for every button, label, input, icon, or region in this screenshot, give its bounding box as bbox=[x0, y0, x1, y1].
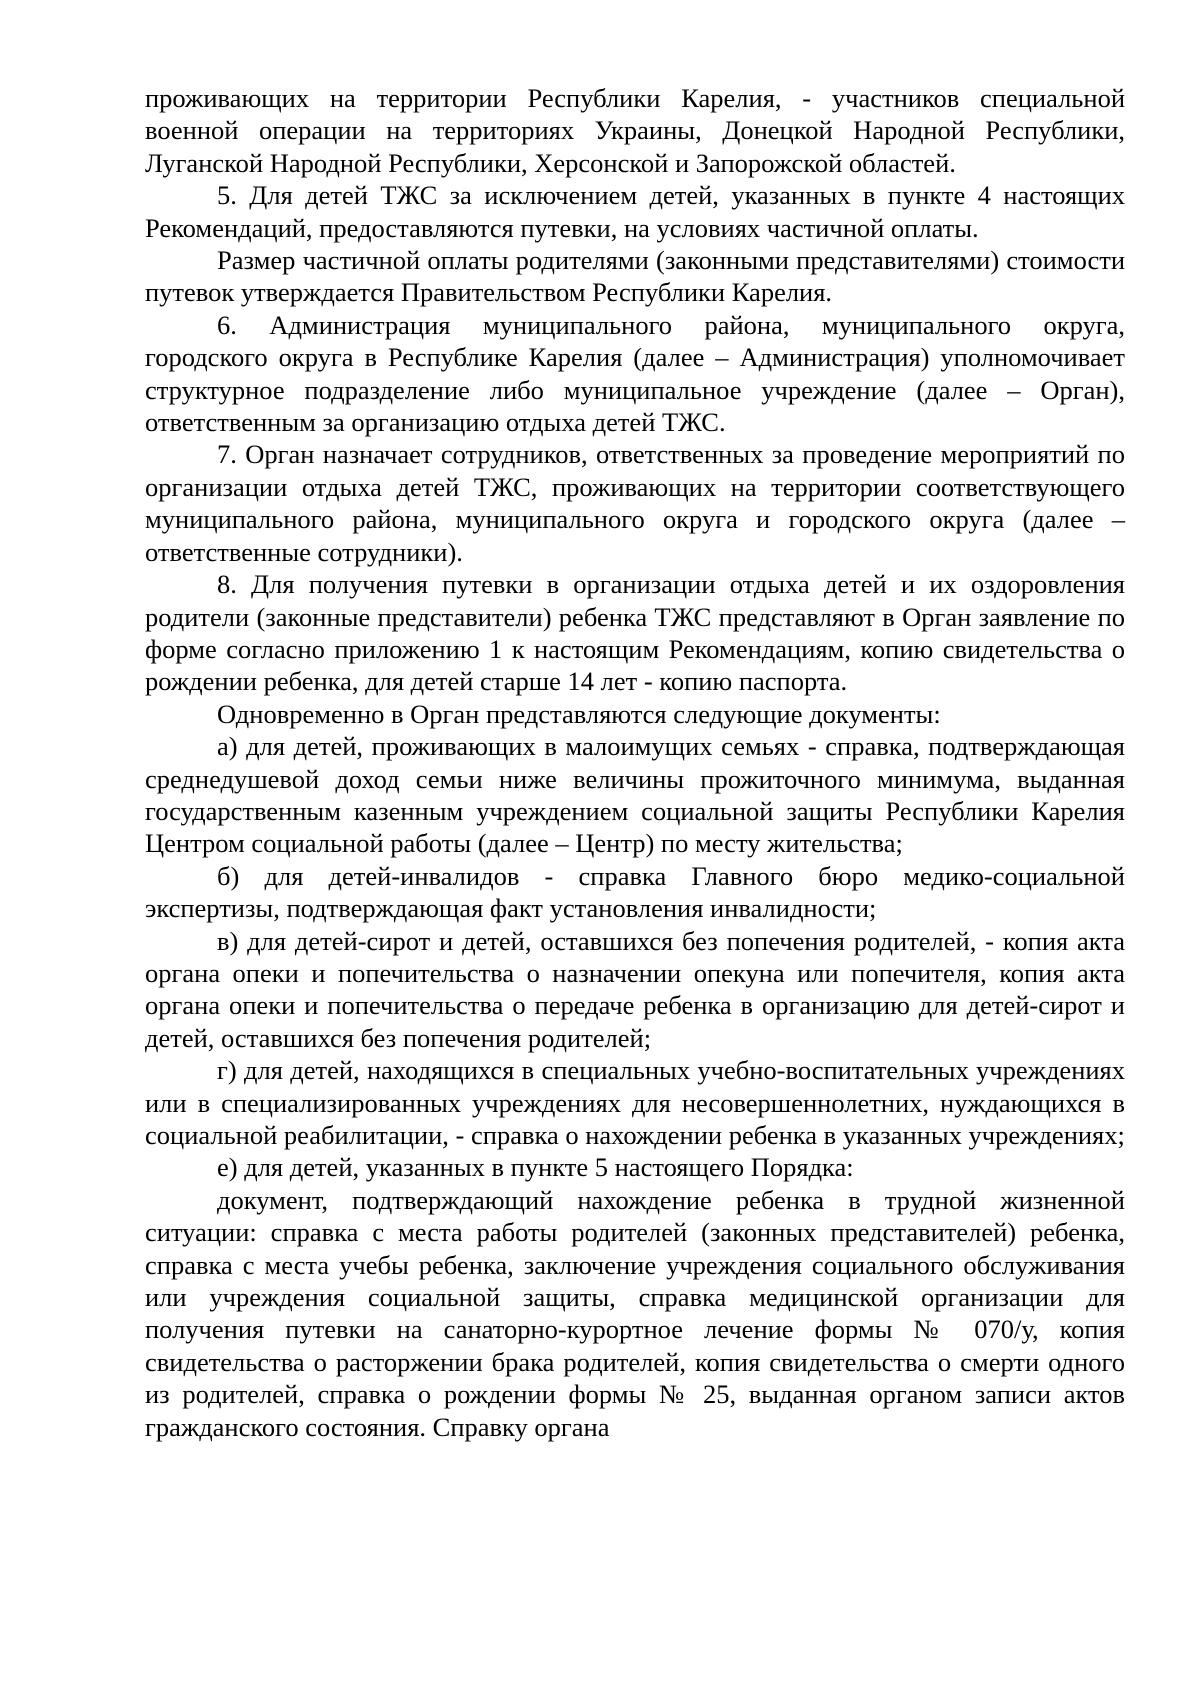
paragraph-subitem-v: в) для детей-сирот и детей, оставшихся без попечения родителей, - копия акта органа опеки и попечительства о назначении опекуна или попечителя, копия акта органа опеки и попечительства о передаче ребенка в организацию для детей-сирот и детей, оставшихся без попечения родителей; bbox=[145, 925, 1125, 1053]
paragraph-item-6: 6. Администрация муниципального района, муниципального округа, городского округа в Республике Карелия (далее – Администрация) уполномочивает структурное подразделение либо муниципальное учреждение (далее – Орган), ответственным за организацию отдыха детей ТЖС. bbox=[145, 309, 1125, 438]
paragraph-item-8: 8. Для получения путевки в организации отдыха детей и их оздоровления родители (законные представители) ребенка ТЖС представляют в Орган заявление по форме согласно приложению 1 к настоящим Рекомендациям, копию свидетельства о рождении ребенка, для детей старше 14 лет - копию паспорта. bbox=[145, 569, 1125, 697]
paragraph-supporting-document: документ, подтверждающий нахождение ребенка в трудной жизненной ситуации: справка с места работы родителей (законных представителей) ребенка, справка с места учебы ребенка, заключение учреждения социального обслуживания или учреждения социальной защиты, справка медицинской организации для получения путевки на санаторно-курортное лечение формы № 070/у, копия свидетельства о расторжении брака родителей, копия свидетельства о смерти одного из родителей, справка о рождении формы № 25, выданная органом записи актов гражданского состояния. Справку органа bbox=[145, 1184, 1125, 1442]
paragraph-subitem-e: е) для детей, указанных в пункте 5 настоящего Порядка: bbox=[217, 1152, 854, 1183]
paragraph-item-7: 7. Орган назначает сотрудников, ответственных за проведение мероприятий по организации отдыха детей ТЖС, проживающих на территории соответствующего муниципального района, муниципального округа и городского округа (далее – ответственные сотрудники). bbox=[145, 439, 1125, 567]
paragraph-item-5: 5. Для детей ТЖС за исключением детей, указанных в пункте 4 настоящих Рекомендаций, предоставляются путевки, на условиях частичной оплаты. bbox=[145, 180, 1125, 243]
paragraph-partial-payment: Размер частичной оплаты родителями (законными представителями) стоимости путевок утверждается Правительством Республики Карелия. bbox=[145, 245, 1125, 308]
document-page bbox=[145, 82, 1125, 1443]
paragraph-subitem-b: б) для детей-инвалидов - справка Главного бюро медико-социальной экспертизы, подтверждающая факт установления инвалидности; bbox=[145, 860, 1125, 924]
paragraph-subitem-g: г) для детей, находящихся в специальных учебно-воспитательных учреждениях или в специализированных учреждениях для несовершеннолетних, нуждающихся в социальной реабилитации, - справка о нахождении ребенка в указанных учреждениях; bbox=[145, 1055, 1125, 1150]
paragraph-continuation: проживающих на территории Республики Карелия, - участников специальной военной операции на территориях Украины, Донецкой Народной Республики, Луганской Народной Республики, Херсонской и Запорожской областей. bbox=[145, 83, 1125, 178]
paragraph-subitem-a: а) для детей, проживающих в малоимущих семьях - справка, подтверждающая среднедушевой доход семьи ниже величины прожиточного минимума, выданная государственным казенным учреждением социальной защиты Республики Карелия Центром социальной работы (далее – Центр) по месту жительства; bbox=[145, 731, 1125, 859]
paragraph-documents-intro: Одновременно в Орган представляются следующие документы: bbox=[217, 698, 941, 729]
